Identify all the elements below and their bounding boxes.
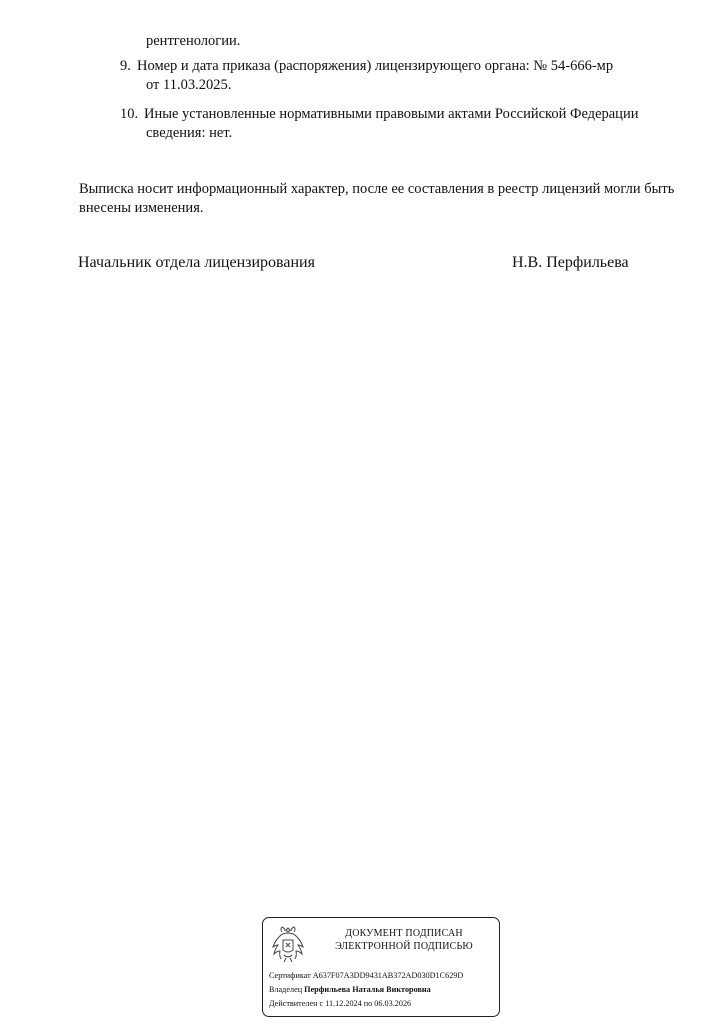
signatory-title: Начальник отдела лицензирования: [78, 254, 315, 271]
owner-label: Владелец: [269, 985, 303, 994]
stamp-heading-line: ДОКУМЕНТ ПОДПИСАН: [345, 928, 463, 939]
item-text-line: от 11.03.2025.: [146, 77, 232, 93]
stamp-owner: [269, 984, 431, 995]
stamp-heading-line: ЭЛЕКТРОННОЙ ПОДПИСЬЮ: [335, 941, 473, 952]
owner-value: Перфильева Наталья Викторовна: [304, 985, 431, 994]
continuation-text: рентгенологии.: [146, 33, 241, 49]
signatory-name: Н.В. Перфильева: [512, 254, 629, 271]
notice-text-line: внесены изменения.: [79, 200, 204, 216]
item-text-line: Иные установленные нормативными правовыми актами Российской Федерации: [144, 106, 639, 122]
certificate-value: A637F07A3DD9431AB372AD030D1C629D: [312, 971, 464, 980]
item-text-line: сведения: нет.: [146, 125, 233, 141]
item-number: 9.: [120, 58, 131, 74]
russian-coat-of-arms-icon: [271, 924, 305, 964]
notice-text-line: Выписка носит информационный характер, после ее составления в реестр лицензий могли быть: [79, 181, 675, 197]
certificate-label: Сертификат: [269, 971, 311, 980]
stamp-certificate: [269, 970, 463, 981]
stamp-validity: Действителен с 11.12.2024 по 06.03.2026: [269, 999, 412, 1008]
electronic-signature-stamp: [262, 917, 500, 1017]
item-number: 10.: [120, 106, 139, 122]
item-text-line: Номер и дата приказа (распоряжения) лицензирующего органа: № 54-666-мр: [137, 58, 614, 74]
